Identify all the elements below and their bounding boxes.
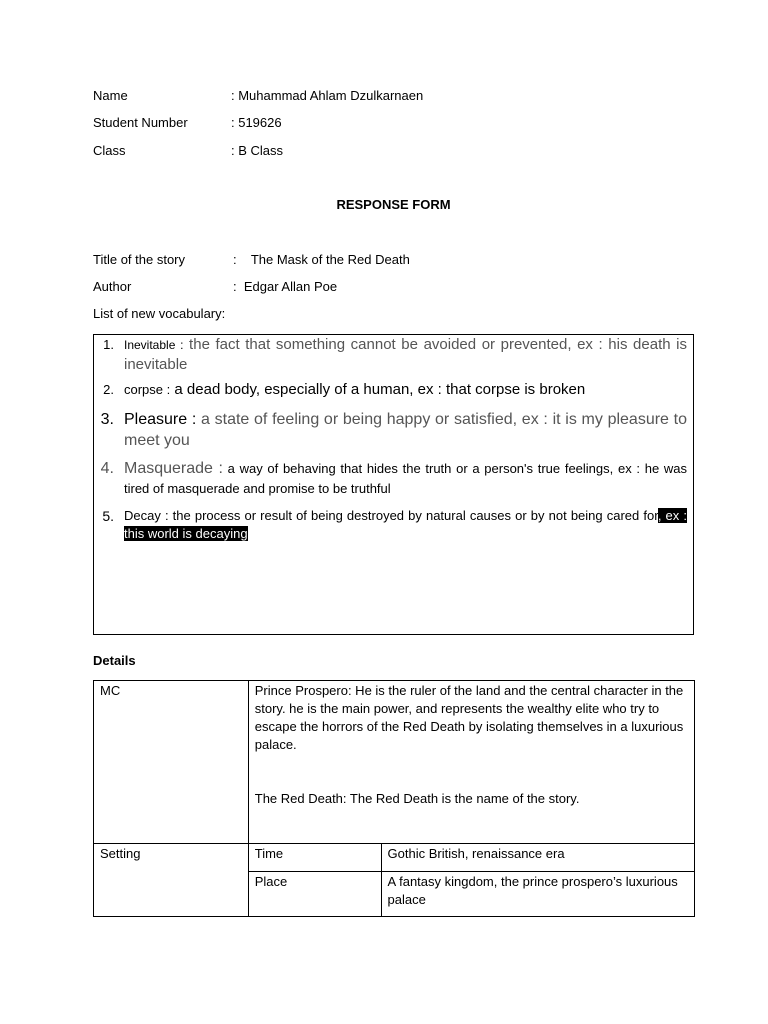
author-value: : Edgar Allan Poe bbox=[233, 279, 338, 294]
vocab-definition: a state of feeling or being happy or satisfied, ex : it is my pleasure to meet you bbox=[124, 411, 688, 449]
vocab-definition: the fact that something cannot be avoided or prevented, ex : his death is inevitable bbox=[124, 336, 688, 373]
vocab-number: 4. bbox=[100, 460, 114, 477]
mc-paragraph: Prince Prospero: He is the ruler of the land and the central character in the story. he is the main power, and represents the wealthy elite who try to escape the horrors of the Red Death by isolating themselves in a luxurious palace. bbox=[254, 683, 684, 752]
setting-label-cell bbox=[94, 844, 249, 917]
place-value-cell bbox=[381, 872, 694, 917]
vocab-number: 2. bbox=[103, 382, 114, 397]
student-number-value: : 519626 bbox=[231, 115, 282, 130]
details-table bbox=[93, 680, 695, 917]
class-label: Class bbox=[93, 143, 126, 158]
vocabulary-box bbox=[93, 334, 694, 635]
vocab-definition: a way of behaving that hides the truth or a person's true feelings, ex : he was tired of masquerade and promise to be truthful bbox=[124, 461, 687, 496]
vocab-highlight: , ex : this world is decaying bbox=[124, 508, 688, 541]
vocab-item bbox=[100, 409, 688, 451]
time-value-cell bbox=[381, 844, 694, 872]
mc-label-cell bbox=[94, 681, 249, 844]
place-label-cell bbox=[248, 872, 381, 917]
vocab-heading: List of new vocabulary: bbox=[93, 306, 226, 321]
story-title-label: Title of the story bbox=[93, 252, 185, 267]
details-heading: Details bbox=[93, 653, 136, 668]
time-label: Time bbox=[254, 846, 284, 861]
vocab-word: Decay : bbox=[124, 508, 169, 523]
vocab-number: 1. bbox=[103, 337, 114, 352]
vocab-number: 3. bbox=[100, 411, 114, 428]
vocab-number: 5. bbox=[102, 508, 114, 524]
page-title: RESPONSE FORM bbox=[336, 197, 451, 212]
place-value: A fantasy kingdom, the prince prospero’s luxurious palace bbox=[387, 874, 678, 907]
class-value: : B Class bbox=[231, 143, 284, 158]
vocab-item bbox=[103, 335, 688, 374]
time-label-cell bbox=[248, 844, 381, 872]
vocab-item bbox=[100, 459, 687, 499]
story-title-value: : The Mask of the Red Death bbox=[233, 252, 410, 267]
place-label: Place bbox=[254, 874, 288, 889]
student-number-label: Student Number bbox=[93, 115, 188, 130]
setting-label: Setting bbox=[100, 846, 141, 861]
vocab-word: Masquerade : bbox=[124, 460, 223, 477]
author-label: Author bbox=[93, 279, 132, 294]
vocab-word: corpse : bbox=[124, 382, 171, 397]
vocab-item bbox=[103, 380, 687, 399]
mc-label: MC bbox=[100, 683, 121, 698]
vocab-word: Inevitable : bbox=[124, 338, 184, 352]
name-label: Name bbox=[93, 88, 128, 103]
vocab-word: Pleasure : bbox=[124, 411, 197, 428]
mc-value-cell bbox=[248, 681, 694, 844]
time-value: Gothic British, renaissance era bbox=[387, 846, 565, 861]
mc-row bbox=[94, 681, 695, 844]
mc-paragraph: The Red Death: The Red Death is the name of the story. bbox=[254, 791, 580, 806]
vocab-definition: the process or result of being destroyed by natural causes or by not being cared for bbox=[168, 508, 658, 523]
vocab-definition: a dead body, especially of a human, ex : that corpse is broken bbox=[170, 381, 586, 398]
vocab-item bbox=[102, 507, 688, 543]
name-value: : Muhammad Ahlam Dzulkarnaen bbox=[231, 88, 424, 103]
setting-time-row bbox=[94, 844, 695, 872]
